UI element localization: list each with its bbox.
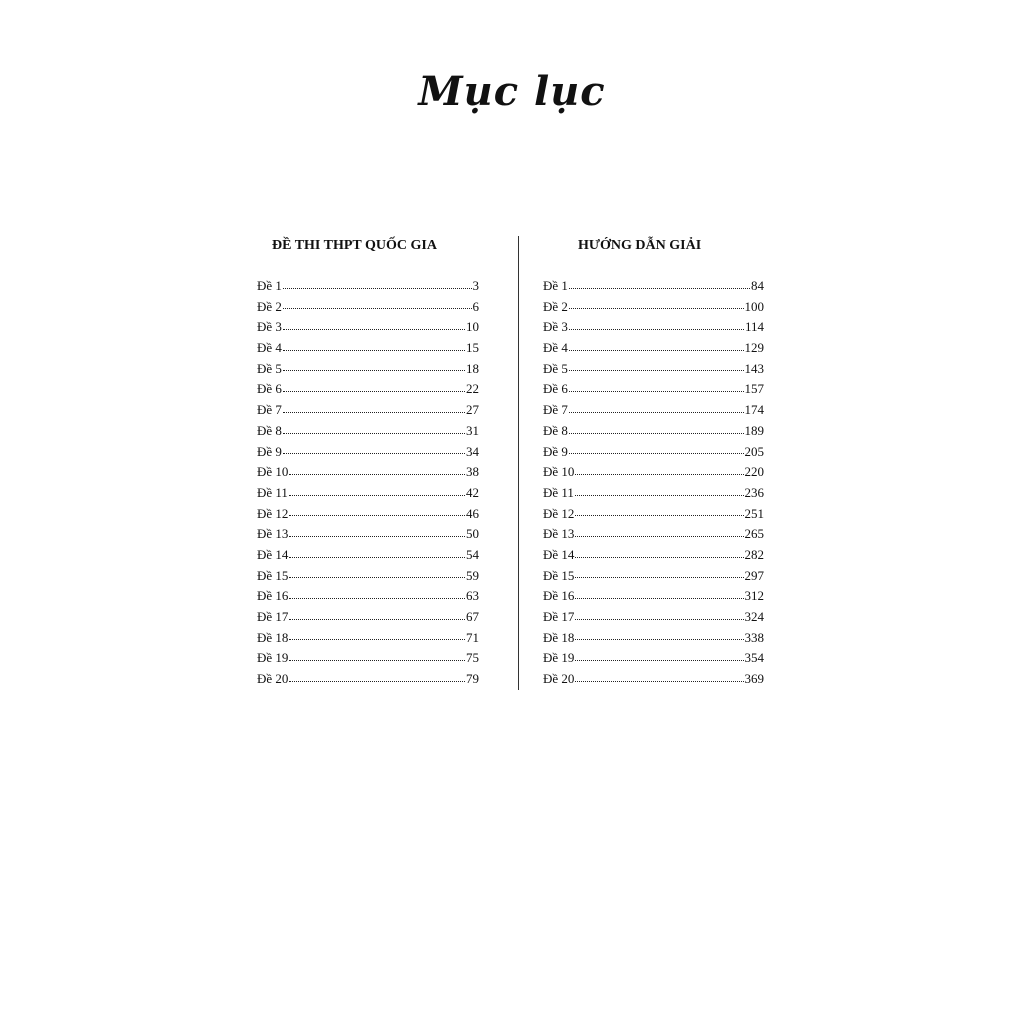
toc-entry-page-number: 18 [466, 360, 479, 376]
toc-entry-label: Đề 9 [543, 443, 568, 459]
toc-entry[interactable] [257, 442, 479, 463]
toc-entry[interactable] [257, 669, 479, 690]
dot-leader [289, 474, 465, 475]
dot-leader [569, 391, 744, 392]
toc-entry[interactable] [543, 379, 764, 400]
toc-entry[interactable] [257, 421, 479, 442]
toc-entry-label: Đề 3 [543, 319, 568, 335]
dot-leader [569, 370, 744, 371]
toc-entry-label: Đề 20 [257, 671, 289, 687]
toc-entry-page-number: 354 [744, 650, 764, 666]
toc-entry-page-number: 59 [466, 567, 479, 583]
toc-entry-page-number: 297 [744, 567, 764, 583]
toc-entry[interactable] [543, 628, 764, 649]
toc-entry-page-number: 38 [466, 464, 479, 480]
exam-column-heading: ĐỀ THI THPT QUỐC GIA [272, 238, 437, 253]
toc-entry-label: Đề 10 [543, 464, 575, 480]
toc-entry-label: Đề 1 [543, 278, 568, 293]
dot-leader [569, 433, 744, 434]
toc-entry-label: Đề 11 [543, 484, 574, 500]
dot-leader [283, 391, 465, 392]
toc-entry-label: Đề 3 [257, 319, 282, 335]
toc-entry-label: Đề 17 [257, 609, 289, 624]
toc-entry[interactable] [543, 524, 764, 545]
toc-entry-page-number: 369 [744, 671, 764, 687]
dot-leader [289, 660, 465, 661]
dot-leader [283, 288, 472, 289]
dot-leader [575, 660, 743, 661]
toc-entry[interactable] [257, 504, 479, 525]
exam-column [257, 236, 479, 690]
toc-entry-label: Đề 4 [543, 340, 568, 356]
toc-entry-label: Đề 17 [543, 609, 575, 624]
toc-entry-label: Đề 18 [543, 629, 575, 645]
toc-entry-page-number: 189 [744, 422, 764, 438]
toc-entry[interactable] [257, 462, 479, 483]
toc-entry-page-number: 157 [744, 381, 764, 397]
dot-leader [575, 515, 743, 516]
toc-entry-page-number: 312 [744, 588, 764, 604]
toc-entry-page-number: 265 [744, 526, 764, 542]
toc-entry-page-number: 63 [466, 588, 479, 604]
toc-entry-page-number: 84 [751, 278, 764, 293]
toc-entry-label: Đề 19 [257, 650, 289, 666]
toc-entry[interactable] [543, 276, 764, 297]
toc-entry-label: Đề 1 [257, 278, 282, 293]
dot-leader [289, 577, 465, 578]
toc-entry-page-number: 143 [744, 360, 764, 376]
toc-entry-page-number: 15 [466, 340, 479, 356]
toc-entry-label: Đề 20 [543, 671, 575, 687]
toc-entry[interactable] [257, 276, 479, 297]
solutions-column-heading: HƯỚNG DẪN GIẢI [578, 238, 702, 253]
toc-entry[interactable] [257, 483, 479, 504]
dot-leader [575, 474, 743, 475]
dot-leader [575, 536, 743, 537]
dot-leader [569, 288, 750, 289]
toc-entry-label: Đề 7 [543, 402, 568, 418]
dot-leader [575, 681, 743, 682]
toc-entry-label: Đề 7 [257, 402, 282, 418]
dot-leader [569, 453, 744, 454]
toc-entry-label: Đề 12 [543, 505, 575, 521]
toc-entry[interactable] [257, 359, 479, 380]
toc-entry-label: Đề 13 [543, 526, 575, 542]
dot-leader [575, 619, 743, 620]
toc-entry[interactable] [543, 669, 764, 690]
toc-entry-page-number: 54 [466, 546, 479, 562]
toc-entry[interactable] [543, 297, 764, 318]
toc-entry-page-number: 79 [466, 671, 479, 687]
toc-entry-label: Đề 2 [257, 298, 282, 314]
toc-entry-page-number: 174 [744, 402, 764, 418]
dot-leader [283, 308, 472, 309]
dot-leader [575, 639, 743, 640]
toc-entry[interactable] [543, 566, 764, 587]
toc-entry[interactable] [543, 483, 764, 504]
toc-entry-page-number: 67 [466, 609, 479, 624]
dot-leader [575, 495, 744, 496]
toc-entry-label: Đề 9 [257, 443, 282, 459]
toc-entry-label: Đề 15 [257, 567, 289, 583]
dot-leader [283, 350, 465, 351]
toc-entry[interactable] [257, 566, 479, 587]
dot-leader [283, 412, 465, 413]
toc-entry[interactable] [257, 338, 479, 359]
toc-entry-label: Đề 8 [257, 422, 282, 438]
toc-entry-label: Đề 10 [257, 464, 289, 480]
toc-entry-page-number: 3 [472, 278, 479, 293]
dot-leader [289, 598, 465, 599]
toc-entry-page-number: 71 [466, 629, 479, 645]
dot-leader [283, 329, 465, 330]
toc-entry[interactable] [543, 545, 764, 566]
toc-entry-label: Đề 19 [543, 650, 575, 666]
dot-leader [289, 495, 465, 496]
toc-entry[interactable] [543, 400, 764, 421]
toc-entry[interactable] [543, 504, 764, 525]
toc-entry[interactable] [257, 586, 479, 607]
toc-entry-page-number: 31 [466, 422, 479, 438]
toc-entry[interactable] [543, 442, 764, 463]
solutions-toc-list [543, 276, 764, 690]
toc-entry-page-number: 75 [466, 650, 479, 666]
dot-leader [283, 370, 465, 371]
toc-entry-label: Đề 14 [257, 546, 289, 562]
dot-leader [289, 557, 465, 558]
solutions-column [543, 236, 764, 690]
dot-leader [289, 639, 465, 640]
column-divider [518, 236, 519, 690]
toc-entry-page-number: 282 [744, 546, 764, 562]
dot-leader [289, 515, 465, 516]
toc-entry-label: Đề 16 [543, 588, 575, 604]
dot-leader [569, 308, 744, 309]
dot-leader [569, 329, 744, 330]
dot-leader [283, 433, 465, 434]
toc-entry-page-number: 10 [466, 319, 479, 335]
dot-leader [289, 681, 465, 682]
toc-entry-label: Đề 16 [257, 588, 289, 604]
toc-entry[interactable] [543, 338, 764, 359]
exam-toc-list [257, 276, 479, 690]
dot-leader [289, 536, 465, 537]
toc-entry[interactable] [257, 379, 479, 400]
toc-entry-label: Đề 8 [543, 422, 568, 438]
toc-entry-page-number: 42 [466, 484, 479, 500]
dot-leader [569, 350, 744, 351]
dot-leader [289, 619, 465, 620]
toc-entry-label: Đề 5 [257, 360, 282, 376]
toc-entry[interactable] [543, 359, 764, 380]
toc-entry-page-number: 205 [744, 443, 764, 459]
toc-entry-page-number: 236 [744, 484, 764, 500]
toc-entry-page-number: 114 [744, 319, 764, 335]
toc-entry-page-number: 100 [744, 298, 764, 314]
dot-leader [575, 598, 743, 599]
toc-entry-label: Đề 6 [257, 381, 282, 397]
toc-entry[interactable] [257, 545, 479, 566]
toc-entry-page-number: 50 [466, 526, 479, 542]
toc-entry[interactable] [257, 400, 479, 421]
toc-entry[interactable] [257, 648, 479, 669]
toc-entry-page-number: 6 [472, 298, 479, 314]
toc-entry-page-number: 22 [466, 381, 479, 397]
toc-entry[interactable] [257, 607, 479, 628]
toc-entry[interactable] [257, 297, 479, 318]
toc-entry-page-number: 46 [466, 505, 479, 521]
toc-entry-label: Đề 6 [543, 381, 568, 397]
toc-entry-label: Đề 15 [543, 567, 575, 583]
dot-leader [575, 577, 743, 578]
toc-entry[interactable] [543, 421, 764, 442]
toc-entry-page-number: 27 [466, 402, 479, 418]
toc-entry-label: Đề 18 [257, 629, 289, 645]
toc-entry-page-number: 129 [744, 340, 764, 356]
toc-entry[interactable] [257, 524, 479, 545]
toc-entry[interactable] [543, 607, 764, 628]
toc-entry-label: Đề 4 [257, 340, 282, 356]
toc-entry-label: Đề 14 [543, 546, 575, 562]
dot-leader [283, 453, 465, 454]
toc-entry[interactable] [543, 648, 764, 669]
toc-entry[interactable] [257, 628, 479, 649]
toc-entry-label: Đề 12 [257, 505, 289, 521]
toc-entry[interactable] [543, 462, 764, 483]
page-title: Mục lục [418, 68, 606, 115]
toc-entry-page-number: 34 [466, 443, 479, 459]
dot-leader [575, 557, 743, 558]
toc-entry[interactable] [543, 317, 764, 338]
toc-entry-page-number: 220 [744, 464, 764, 480]
dot-leader [569, 412, 744, 413]
toc-entry[interactable] [257, 317, 479, 338]
toc-entry-label: Đề 5 [543, 360, 568, 376]
toc-entry-page-number: 338 [744, 629, 764, 645]
toc-entry-page-number: 324 [744, 609, 764, 624]
toc-entry[interactable] [543, 586, 764, 607]
toc-entry-page-number: 251 [744, 505, 764, 521]
toc-entry-label: Đề 11 [257, 484, 288, 500]
toc-entry-label: Đề 13 [257, 526, 289, 542]
toc-entry-label: Đề 2 [543, 298, 568, 314]
